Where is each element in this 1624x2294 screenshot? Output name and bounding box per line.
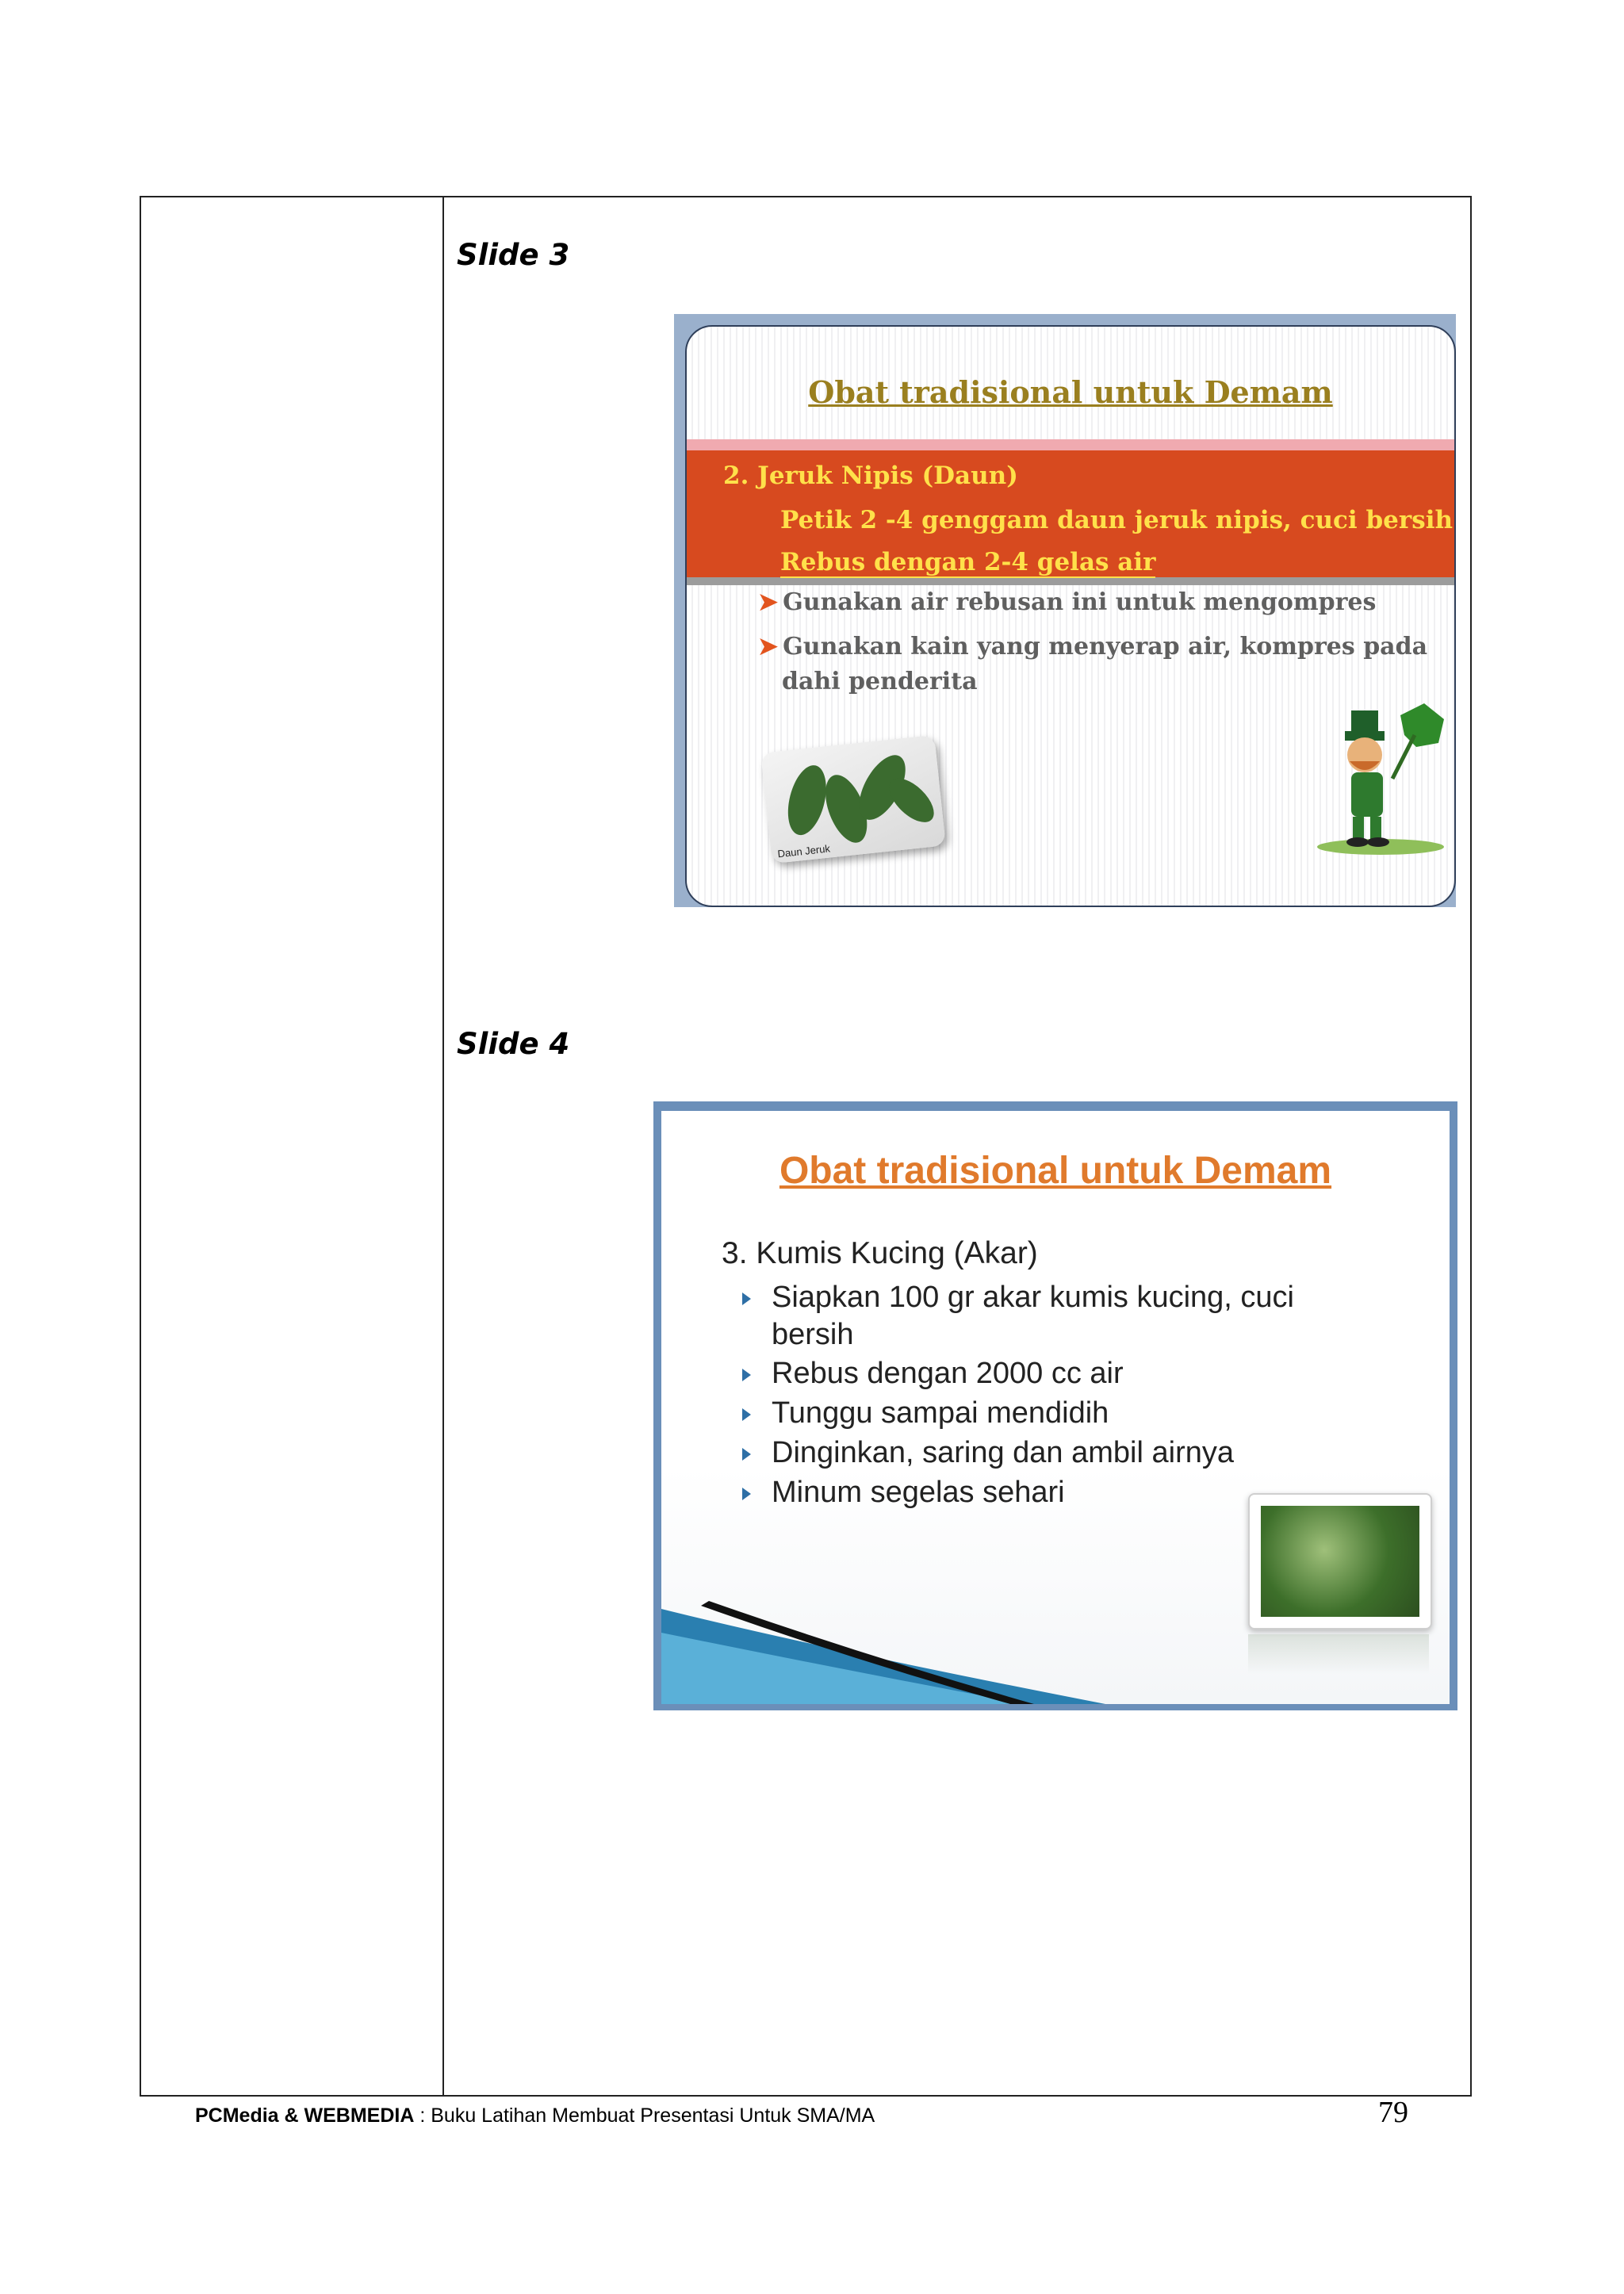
slide-3-label: Slide 3 (457, 238, 570, 272)
arrow-bullet-icon: ➤ (758, 588, 779, 616)
slide-4-bullet-text: Rebus dengan 2000 cc air (772, 1357, 1124, 1390)
photo-reflection (1248, 1634, 1429, 1674)
slide-3-canvas (685, 325, 1456, 907)
triangle-bullet-icon (742, 1369, 751, 1381)
slide-4-bullet-text: Tunggu sampai mendidih (772, 1396, 1109, 1430)
slide-4-bullet (742, 1279, 1377, 1354)
slide-3-heading: 2. Jeruk Nipis (Daun) (723, 461, 1018, 490)
slide-4-bullet (742, 1395, 1377, 1432)
photo-caption: Daun Jeruk (776, 842, 831, 860)
leprechaun-clipart-icon (1305, 699, 1456, 858)
slide-3-thumbnail (674, 314, 1456, 907)
triangle-bullet-icon (742, 1408, 751, 1421)
slide-4-thumbnail (653, 1101, 1457, 1710)
lime-leaves-photo (760, 735, 945, 864)
slide-4-bullet-text: Dinginkan, saring dan ambil airnya (772, 1436, 1234, 1469)
slide-3-accent-bar (687, 439, 1454, 450)
slide-4-bullet-text: Minum segelas sehari (772, 1476, 1065, 1509)
slide-4-heading: 3. Kumis Kucing (Akar) (722, 1236, 1038, 1270)
slide-3-bullet-text: Gunakan kain yang menyerap air, kompres pada (783, 633, 1428, 661)
slide-3-sub-item: Petik 2 -4 genggam daun jeruk nipis, cuci bersih (780, 506, 1454, 534)
slide-3-bullet (758, 585, 1440, 620)
slide-4-bullet (742, 1434, 1377, 1472)
footer-brand: PCMedia & WEBMEDIA (195, 2104, 415, 2127)
footer-text: : Buku Latihan Membuat Presentasi Untuk SMA/MA (414, 2104, 875, 2127)
slide-4-canvas (661, 1111, 1450, 1704)
triangle-bullet-icon (742, 1448, 751, 1461)
slide-3-bullet (758, 630, 1440, 699)
slide-3-sub-item: Rebus dengan 2-4 gelas air (780, 548, 1156, 576)
kumis-kucing-plant-photo (1248, 1493, 1432, 1630)
page-footer (195, 2104, 875, 2127)
page-number: 79 (1378, 2096, 1408, 2129)
slide-3-title: Obat tradisional untuk Demam (808, 374, 1333, 410)
slide-3-divider-bar (687, 577, 1454, 585)
slide-4-title: Obat tradisional untuk Demam (779, 1150, 1332, 1192)
triangle-bullet-icon (742, 1293, 751, 1305)
slide-4-bullet-text: bersih (772, 1318, 854, 1351)
slide-3-bullet-text: dahi penderita (782, 668, 978, 695)
slide-4-bullet (742, 1355, 1377, 1392)
triangle-bullet-icon (742, 1488, 751, 1500)
column-divider (442, 196, 444, 2097)
slide-3-bullet-text: Gunakan air rebusan ini untuk mengompres (783, 588, 1377, 616)
arrow-bullet-icon: ➤ (758, 633, 779, 661)
blue-swoosh-decoration (661, 1593, 1105, 1704)
slide-4-bullet-text: Siapkan 100 gr akar kumis kucing, cuci (772, 1281, 1294, 1314)
slide-4-label: Slide 4 (457, 1027, 570, 1061)
